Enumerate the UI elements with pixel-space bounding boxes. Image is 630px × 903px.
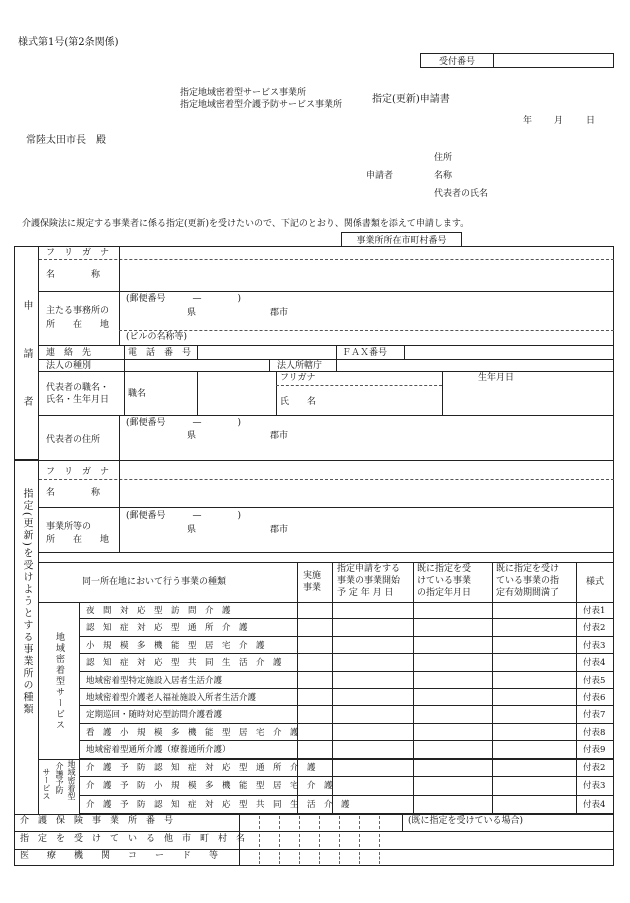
target-section-label: 指定(更新)を受けようとする事業所の種類 xyxy=(21,488,32,716)
rep-sep3 xyxy=(276,372,277,416)
digit-separator xyxy=(279,834,280,847)
service-impl-checkbox[interactable] xyxy=(298,690,331,705)
rep-sep4 xyxy=(442,372,443,416)
shimei-label: 氏 名 xyxy=(280,397,317,407)
corp-type-label: 法人の種別 xyxy=(46,361,92,371)
service-name: 定期巡回・随時対応型訪問介護看護 xyxy=(86,710,223,721)
row-furigana xyxy=(39,246,614,260)
receipt-box xyxy=(420,53,614,68)
service-name: 地域密着型介護老人福祉施設入所者生活介護 xyxy=(86,693,257,703)
digit-separator xyxy=(279,852,280,864)
main-office-postal: (郵便番号 — ) xyxy=(126,294,242,304)
rep-address-city: 郡市 xyxy=(270,431,289,441)
footer-row1-bottom xyxy=(14,831,614,832)
date-day: 日 xyxy=(586,116,596,126)
muni-number-box xyxy=(341,232,462,247)
contact-sep1 xyxy=(124,346,125,360)
svc-header-type: 同一所在地において行う事業の種類 xyxy=(82,577,227,587)
svc-header-top xyxy=(39,562,614,563)
svc-header-start-1: 指定申請をする xyxy=(337,564,401,574)
office-name-row xyxy=(39,480,614,508)
digit-separator xyxy=(259,852,260,864)
group2-label-c: 地域密着型 xyxy=(67,760,76,800)
contact-label: 連 絡 先 xyxy=(46,348,92,358)
footer-insurance-note: (既に指定を受けている場合) xyxy=(408,816,524,826)
service-name: 認 知 症 対 応 型 共 同 生 活 介 護 xyxy=(86,658,282,669)
svc-header-impl-2: 事業 xyxy=(303,583,322,593)
service-impl-checkbox[interactable] xyxy=(298,797,331,813)
footer-note-sep xyxy=(402,814,403,831)
service-name: 小 規 模 多 機 能 型 居 宅 介 護 xyxy=(86,640,265,651)
row-rep xyxy=(39,372,614,416)
service-name: 介 護 予 防 認 知 症 対 応 型 共 同 生 活 介 護 xyxy=(86,799,350,810)
contact-sep4 xyxy=(404,346,405,360)
receipt-label: 受付番号 xyxy=(421,54,494,68)
row-contact xyxy=(39,346,614,360)
corp-sep2 xyxy=(269,360,270,372)
service-form: 付表9 xyxy=(583,745,606,756)
service-form: 付表1 xyxy=(583,606,606,616)
muni-number-label: 事業所所在市町村番号 xyxy=(342,233,462,247)
footer-top xyxy=(14,814,614,815)
group1-label: 地域密着型サービス xyxy=(54,632,64,731)
digit-separator xyxy=(259,834,260,847)
applicant-section-bottom xyxy=(14,460,614,461)
office-furigana-label: フ リ ガ ナ xyxy=(46,467,110,477)
birthdate-label: 生年月日 xyxy=(478,373,515,383)
applicant-name-label: 名称 xyxy=(434,171,453,181)
applicant-section-label: 申請者 xyxy=(21,300,32,444)
furigana-label: フ リ ガ ナ xyxy=(46,248,110,258)
digit-separator xyxy=(319,816,320,829)
svc-header-existing-1: 既に指定を受 xyxy=(417,564,472,574)
service-form: 付表2 xyxy=(583,623,606,634)
office-furigana-row xyxy=(39,466,614,480)
form-number: 様式第1号(第2条関係) xyxy=(18,37,119,48)
contact-sep2 xyxy=(197,346,198,360)
digit-separator xyxy=(299,852,300,864)
digit-separator xyxy=(359,834,360,847)
service-impl-checkbox[interactable] xyxy=(298,620,331,635)
service-name: 介 護 予 防 小 規 模 多 機 能 型 居 宅 介 護 xyxy=(86,781,333,792)
service-name: 看 護 小 規 模 多 機 能 型 居 宅 介 護 xyxy=(86,727,299,738)
corp-office-label: 法人所轄庁 xyxy=(277,361,323,371)
rep-address-pref: 県 xyxy=(187,431,197,441)
digit-separator xyxy=(379,852,380,864)
intro-text: 介護保険法に規定する事業者に係る指定(更新)を受けたいので、下記のとおり、関係書類を添えて申請します。 xyxy=(22,219,470,229)
service-form: 付表5 xyxy=(583,675,606,686)
service-impl-checkbox[interactable] xyxy=(298,778,331,794)
service-impl-checkbox[interactable] xyxy=(298,725,331,740)
service-name: 地域密着型特定施設入居者生活介護 xyxy=(86,675,223,686)
service-impl-checkbox[interactable] xyxy=(298,760,331,776)
corp-sep3 xyxy=(336,360,337,372)
digit-separator xyxy=(259,816,260,829)
digit-separator xyxy=(339,852,340,864)
applicant-label: 申請者 xyxy=(366,171,394,181)
digit-separator xyxy=(319,852,320,864)
service-impl-checkbox[interactable] xyxy=(298,638,331,653)
digit-separator xyxy=(299,816,300,829)
office-loc-label-2: 所 在 地 xyxy=(46,535,110,545)
main-office-divider xyxy=(119,330,614,331)
digit-separator xyxy=(379,834,380,847)
receipt-number-field[interactable] xyxy=(494,54,614,68)
furigana2-label: フリガナ xyxy=(280,373,316,383)
service-name: 認 知 症 対 応 型 通 所 介 護 xyxy=(86,623,248,634)
service-form: 付表8 xyxy=(583,727,606,738)
row-name xyxy=(39,260,614,292)
rep-label-2: 氏名・生年月日 xyxy=(46,395,110,405)
row-corp xyxy=(39,360,614,372)
digit-separator xyxy=(299,834,300,847)
office-pref: 県 xyxy=(187,525,197,535)
name-label: 名 称 xyxy=(46,270,101,280)
position-label: 職名 xyxy=(128,389,147,399)
corp-sep1 xyxy=(124,360,125,372)
footer-medical-label: 医 療 機 関 コ ー ド 等 xyxy=(20,851,219,861)
rep-sep1 xyxy=(124,372,125,416)
digit-separator xyxy=(359,816,360,829)
svc-header-existing-2: けている事業 xyxy=(417,576,472,586)
service-name: 介 護 予 防 認 知 症 対 応 型 通 所 介 護 xyxy=(86,763,316,773)
main-office-pref: 県 xyxy=(187,308,197,318)
rep-sep2 xyxy=(197,372,198,416)
rep-label-1: 代表者の職名・ xyxy=(46,383,110,393)
service-form: 付表3 xyxy=(583,640,606,651)
addressee: 常陸太田市長 殿 xyxy=(26,135,106,146)
main-office-building: (ビルの名称等) xyxy=(126,332,188,342)
service-form: 付表7 xyxy=(583,710,606,721)
service-impl-checkbox[interactable] xyxy=(298,707,331,722)
rep-address-label: 代表者の住所 xyxy=(46,435,101,445)
service-name: 夜 間 対 応 型 訪 問 介 護 xyxy=(86,606,231,616)
main-office-label-2: 所 在 地 xyxy=(46,320,110,330)
group2-label-a: サービス xyxy=(42,768,51,800)
service-form: 付表2 xyxy=(583,763,606,773)
footer-row2-bottom xyxy=(14,849,614,850)
svc-header-impl-1: 実施 xyxy=(303,571,322,581)
digit-separator xyxy=(379,816,380,829)
date-month: 月 xyxy=(554,116,564,126)
title-line2: 指定地域密着型介護予防サービス事業所 xyxy=(180,100,343,110)
svc-header-start-2: 事業の事業開始 xyxy=(337,576,401,586)
footer-label-sep xyxy=(239,814,240,866)
group2-label-b: 介護予防 xyxy=(55,762,64,794)
footer-insurance-label: 介 護 保 険 事 業 所 番 号 xyxy=(20,816,174,826)
rep-address-postal: (郵便番号 — ) xyxy=(126,418,242,428)
date-year: 年 xyxy=(523,116,533,126)
contact-sep3 xyxy=(336,346,337,360)
service-form: 付表6 xyxy=(583,693,606,703)
title-suffix: 指定(更新)申請書 xyxy=(372,94,450,105)
svc-header-expiry-2: ている事業の指 xyxy=(496,576,560,586)
main-office-label-1: 主たる事務所の xyxy=(46,306,110,316)
service-name: 地域密着型通所介護（療養通所介護） xyxy=(86,745,231,756)
office-city: 郡市 xyxy=(270,525,289,535)
office-name-label: 名 称 xyxy=(46,488,101,498)
main-office-city: 郡市 xyxy=(270,308,289,318)
title-line1: 指定地域密着型サービス事業所 xyxy=(180,88,307,98)
service-impl-checkbox[interactable] xyxy=(298,742,331,757)
rep-furigana-divider xyxy=(276,385,442,386)
office-loc-label-1: 事業所等の xyxy=(46,522,92,532)
service-form: 付表4 xyxy=(583,658,606,669)
svc-header-expiry-3: 定有効期間満了 xyxy=(496,588,560,598)
svc-header-existing-3: の指定年月日 xyxy=(417,588,472,598)
applicant-address-label: 住所 xyxy=(434,153,453,163)
fax-label: ＦＡＸ番号 xyxy=(342,348,388,358)
digit-separator xyxy=(279,816,280,829)
footer-other-muni-label: 指 定 を 受 け て い る 他 市 町 村 名 xyxy=(20,834,246,844)
office-section-bottom xyxy=(39,552,614,553)
phone-label: 電 話 番 号 xyxy=(128,348,192,358)
service-form: 付表4 xyxy=(583,799,606,810)
service-impl-checkbox[interactable] xyxy=(298,603,331,618)
service-impl-checkbox[interactable] xyxy=(298,655,331,670)
office-postal: (郵便番号 — ) xyxy=(126,511,242,521)
digit-separator xyxy=(339,834,340,847)
rep-address-sep xyxy=(119,416,120,460)
svc-header-expiry-1: 既に指定を受け xyxy=(496,564,560,574)
digit-separator xyxy=(319,834,320,847)
svc-header-form: 様式 xyxy=(586,577,605,587)
applicant-rep-label: 代表者の氏名 xyxy=(434,189,489,199)
service-form: 付表3 xyxy=(583,781,606,792)
digit-separator xyxy=(339,816,340,829)
digit-separator xyxy=(359,852,360,864)
svc-header-start-3: 予 定 年 月 日 xyxy=(337,588,394,598)
service-impl-checkbox[interactable] xyxy=(298,673,331,688)
